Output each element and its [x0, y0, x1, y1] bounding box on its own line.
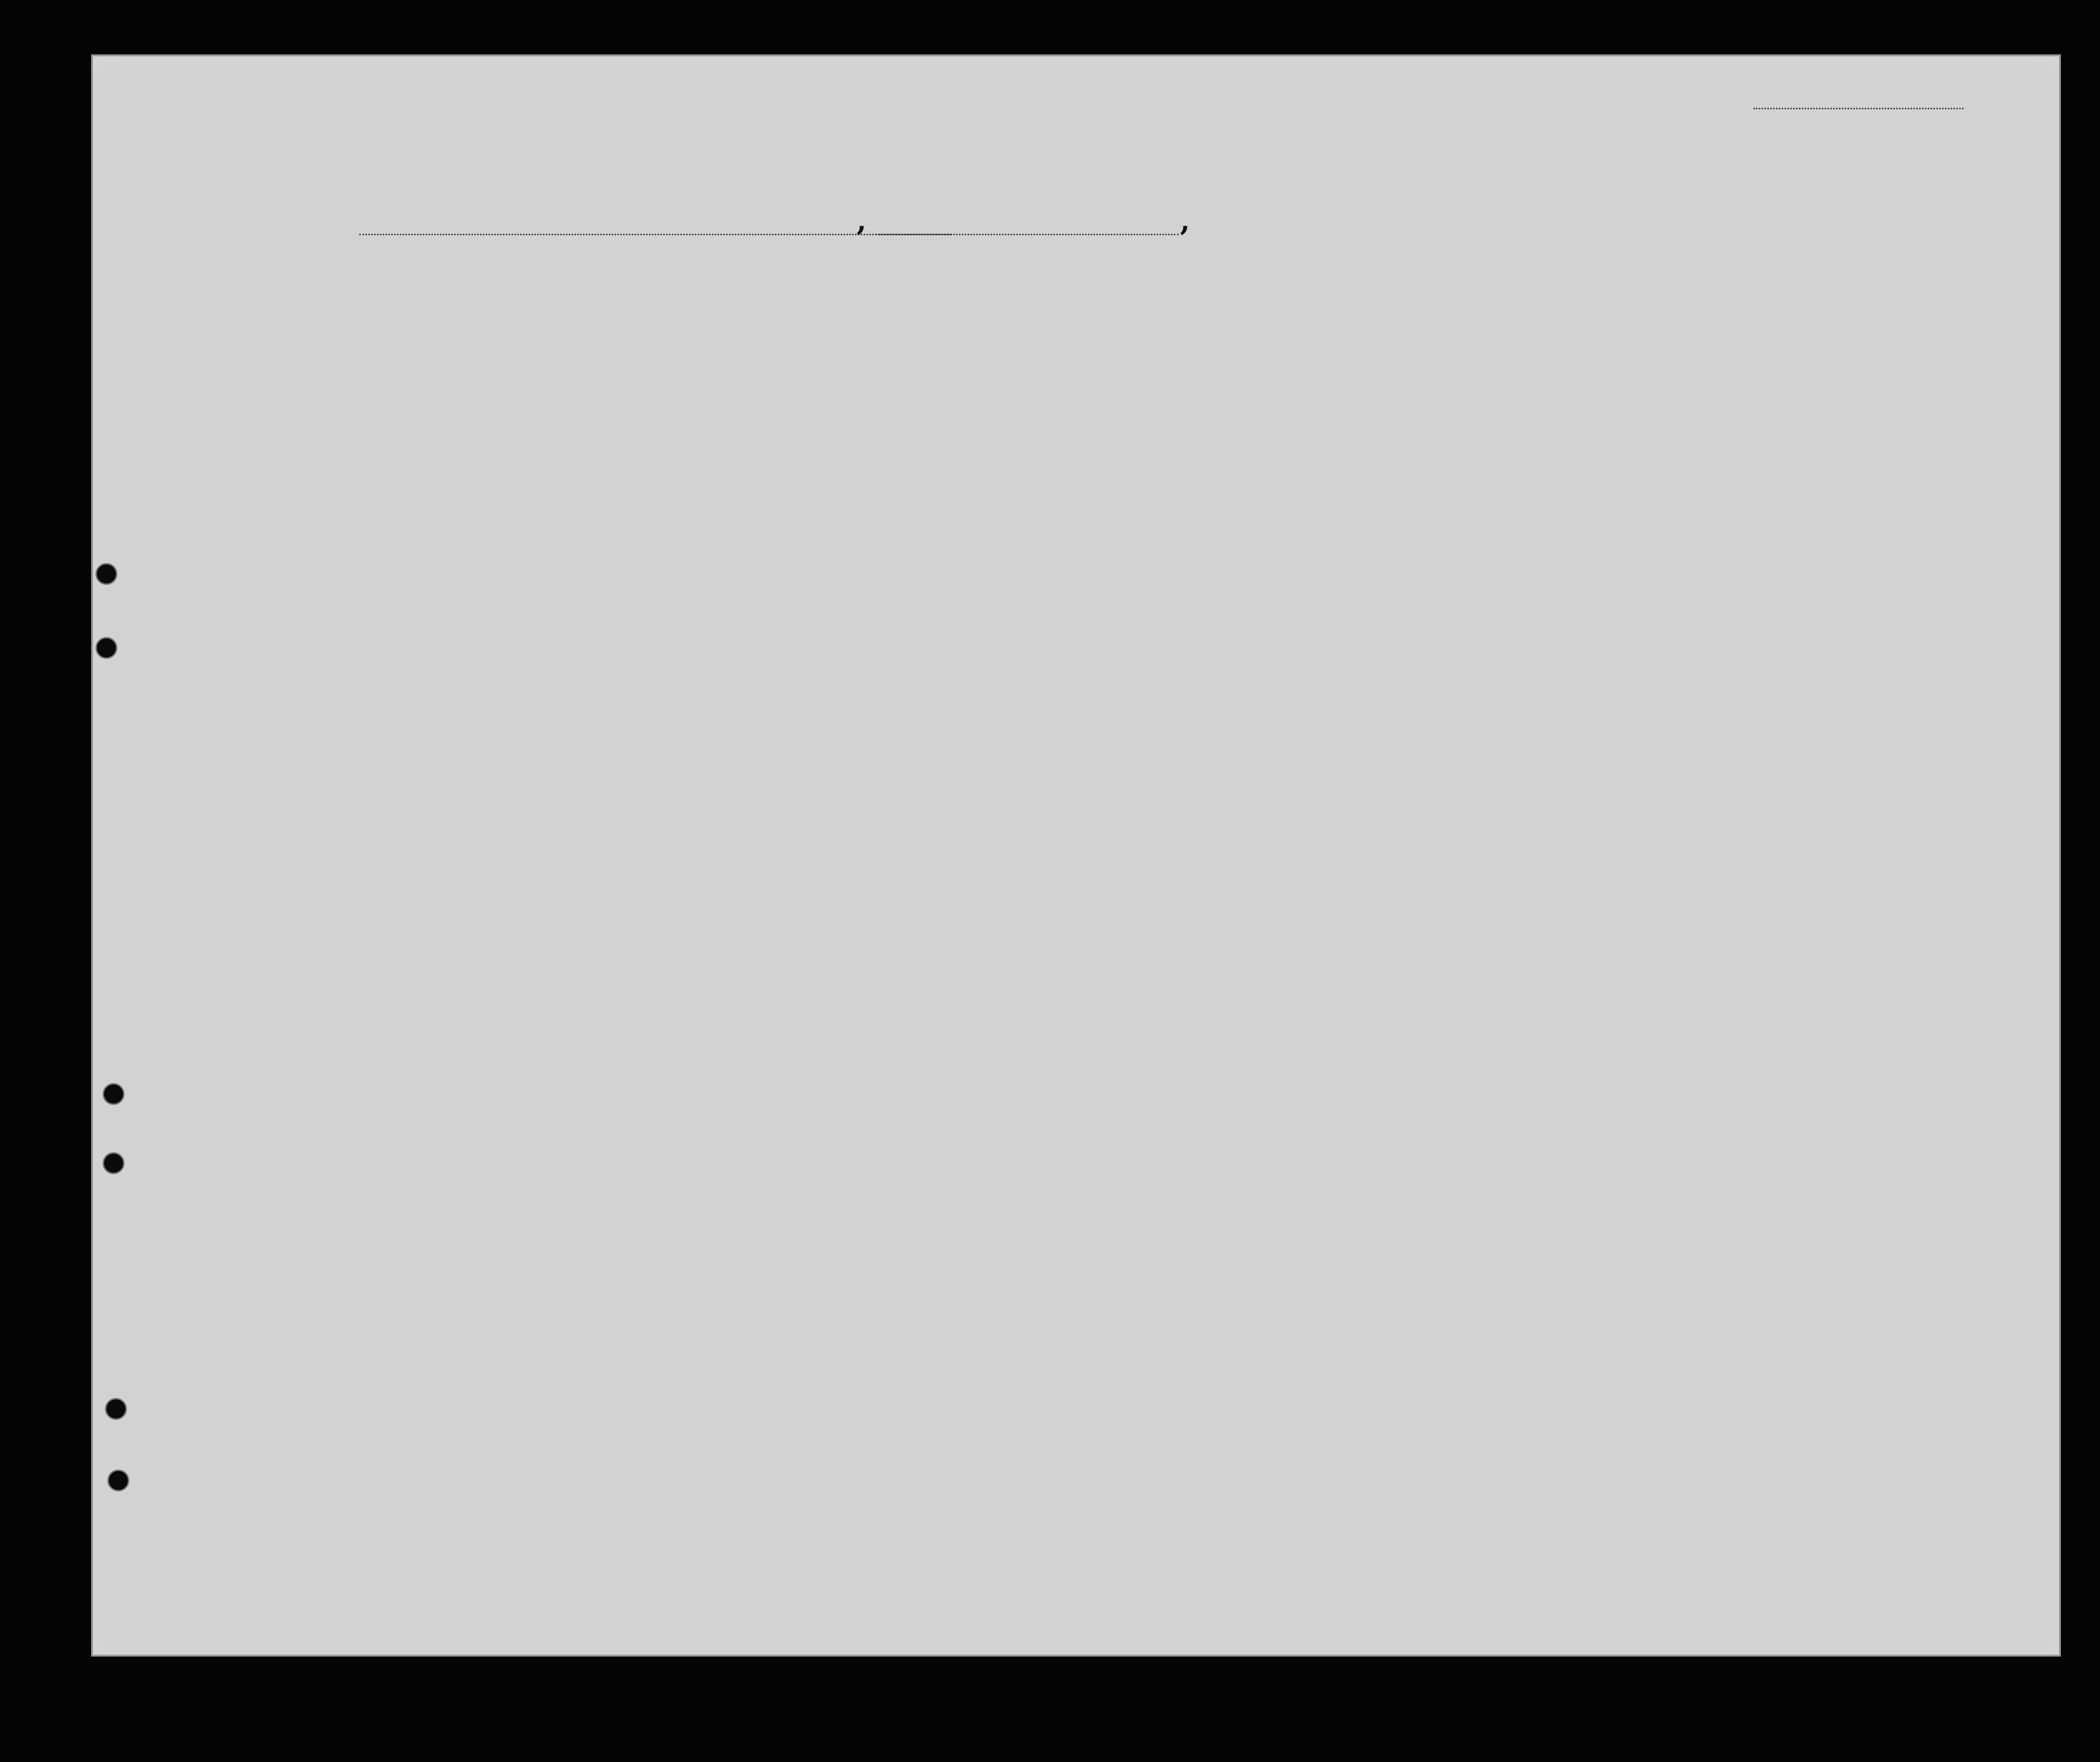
binder-hole — [95, 637, 117, 659]
binder-hole — [103, 1083, 125, 1105]
col27-header — [1353, 304, 1372, 462]
binder-hole — [105, 1398, 127, 1420]
col29-header — [1429, 304, 1467, 462]
col24b-header — [1181, 304, 1233, 462]
col21-header — [728, 285, 755, 424]
col30-header — [1470, 304, 1505, 462]
col24a-header — [1136, 304, 1176, 462]
comma: , — [1180, 204, 1190, 238]
col26-header — [1329, 304, 1348, 462]
binder-hole — [103, 1152, 125, 1174]
form-grid — [93, 56, 2059, 1655]
binder-hole — [95, 563, 117, 585]
manifest-sheet — [93, 56, 2059, 1655]
col33-feet — [1620, 390, 1637, 448]
comma: , — [857, 204, 867, 238]
col33-inches — [1641, 390, 1658, 448]
col25-header — [1284, 304, 1329, 462]
binder-hole — [107, 1470, 129, 1491]
col19-header — [600, 285, 627, 424]
col24c-header — [1236, 304, 1284, 462]
col28-header — [1372, 304, 1429, 462]
